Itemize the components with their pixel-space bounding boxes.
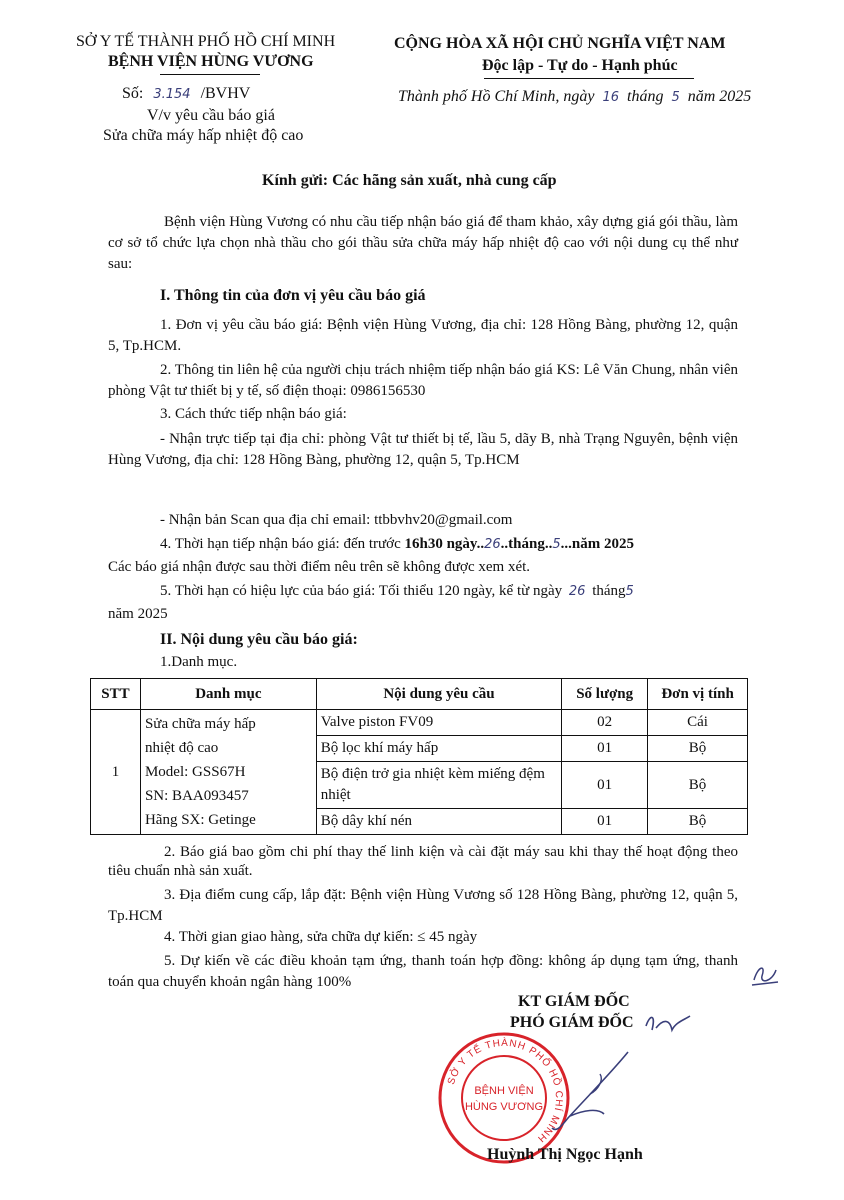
unit-cell: Bộ	[648, 762, 748, 809]
stamp-ring-text: SỞ Y TẾ THÀNH PHỐ HỒ CHÍ MINH	[445, 1037, 565, 1145]
item-5-day: 26	[568, 584, 586, 599]
stt-cell: 1	[91, 710, 141, 835]
unit-cell: Bộ	[648, 809, 748, 835]
section-2-item-5: 5. Dự kiến về các điều khoản tạm ứng, thanh toán hợp đồng: không áp dụng tạm ứng, thanh toán qua chuyển khoản ngân hàng 100%	[108, 953, 738, 990]
header-content: Nội dung yêu cầu	[316, 679, 562, 710]
item-5-prefix: 5. Thời hạn có hiệu lực của báo giá: Tối thiểu 120 ngày, kể từ ngày	[160, 583, 563, 599]
qty-cell: 02	[562, 710, 648, 736]
unit-cell: Cái	[648, 710, 748, 736]
country-name: CỘNG HÒA XÃ HỘI CHỦ NGHĨA VIỆT NAM	[394, 35, 726, 52]
item-5-month-label: tháng	[592, 583, 626, 599]
recipient-line: Kính gửi: Các hãng sản xuất, nhà cung cấp	[262, 172, 557, 189]
items-table	[90, 678, 748, 835]
section-2-item-2: 2. Báo giá bao gồm chi phí thay thế linh kiện và cài đặt máy sau khi thay thế hoạt động theo tiêu chuẩn nhà sản xuất.	[108, 844, 738, 879]
subject-line-2: Sửa chữa máy hấp nhiệt độ cao	[103, 127, 304, 144]
item-4-day: 26	[484, 537, 501, 552]
date-day: 16	[602, 90, 619, 105]
date-month-label: tháng	[627, 88, 664, 105]
header-quantity: Số lượng	[562, 679, 648, 710]
header-unit: Đơn vị tính	[648, 679, 748, 710]
item-4-month-label: tháng	[508, 536, 545, 552]
table-row	[91, 710, 748, 736]
section-1-item-3: 3. Cách thức tiếp nhận báo giá:	[160, 406, 347, 422]
header-category: Danh mục	[140, 679, 316, 710]
qty-cell: 01	[562, 809, 648, 835]
section-1-item-4-note: Các báo giá nhận được sau thời điểm nêu trên sẽ không được xem xét.	[108, 559, 531, 575]
table-header-row	[91, 679, 748, 710]
category-line: Hãng SX: Getinge	[144, 812, 256, 828]
section-1-item-5-year: năm 2025	[108, 606, 168, 622]
date-prefix: Thành phố Hồ Chí Minh, ngày	[398, 88, 595, 105]
category-cell	[140, 710, 316, 835]
hospital-name: BỆNH VIỆN HÙNG VƯƠNG	[108, 53, 314, 70]
national-motto: Độc lập - Tự do - Hạnh phúc	[482, 57, 678, 74]
motto-underline	[484, 78, 694, 79]
subject-line-1: V/v yêu cầu báo giá	[147, 107, 275, 124]
content-cell: Valve piston FV09	[316, 710, 562, 736]
signature-title-2: PHÓ GIÁM ĐỐC	[510, 1014, 634, 1031]
doc-no-suffix: /BVHV	[200, 85, 251, 102]
date-month: 5	[671, 90, 680, 105]
initial-mark-icon	[748, 958, 782, 990]
doc-no-label: Số:	[122, 85, 144, 102]
qty-cell: 01	[562, 762, 648, 809]
category-line: SN: BAA093457	[144, 788, 249, 804]
section-1-item-1: 1. Đơn vị yêu cầu báo giá: Bệnh viện Hùng Vương, địa chỉ: 128 Hồng Bàng, phường 12, quận 5, Tp.HCM.	[108, 317, 738, 354]
hospital-underline	[160, 74, 260, 75]
section-2-item-4: 4. Thời gian giao hàng, sửa chữa dự kiến: ≤ 45 ngày	[164, 929, 478, 945]
item-4-time: 16h30 ngày	[404, 536, 477, 552]
section-2-list-label: 1.Danh mục.	[160, 654, 238, 670]
ministry-name: SỞ Y TẾ THÀNH PHỐ HỒ CHÍ MINH	[76, 33, 336, 50]
issue-date	[398, 88, 751, 106]
section-1-item-3a: - Nhận trực tiếp tại địa chỉ: phòng Vật tư thiết bị tế, lầu 5, dãy B, nhà Trạng Nguyên, bệnh viện Hùng Vương, địa chỉ: 128 Hồng Bàng, phường 12, quận 5, Tp.HCM	[108, 431, 738, 468]
section-1-item-5	[160, 583, 634, 600]
qty-cell: 01	[562, 736, 648, 762]
date-year: năm 2025	[687, 88, 752, 105]
section-1-item-4: 4. Thời hạn tiếp nhận báo giá: đến trước 16h30 ngày..26..tháng..5...năm 2025	[160, 536, 634, 552]
item-4-prefix: 4. Thời hạn tiếp nhận báo giá: đến trước	[160, 536, 401, 552]
section-1-item-3b: - Nhận bản Scan qua địa chỉ email: ttbbvhv20@gmail.com	[160, 512, 513, 528]
signer-name: Huỳnh Thị Ngọc Hạnh	[487, 1146, 643, 1163]
item-4-month: 5	[552, 537, 561, 552]
category-line: nhiệt độ cao	[144, 740, 219, 756]
doc-no-value: 3.154	[153, 87, 191, 102]
handwritten-signature	[480, 1010, 730, 1160]
section-1-item-2: 2. Thông tin liên hệ của người chịu trách nhiệm tiếp nhận báo giá KS: Lê Văn Chung, nhân viên phòng Vật tư thiết bị y tế, số điện thoại: 0986156530	[108, 362, 738, 399]
content-cell: Bộ lọc khí máy hấp	[316, 736, 562, 762]
stamp-center-2: HÙNG VƯƠNG	[464, 1101, 544, 1113]
unit-cell: Bộ	[648, 736, 748, 762]
section-2-item-3: 3. Địa điểm cung cấp, lắp đặt: Bệnh viện Hùng Vương số 128 Hồng Bàng, phường 12, quận 5, Tp.HCM	[108, 887, 738, 924]
section-2-title: II. Nội dung yêu cầu báo giá:	[160, 631, 358, 648]
content-cell: Bộ dây khí nén	[316, 809, 562, 835]
stamp-center-1: BỆNH VIỆN	[474, 1085, 534, 1097]
section-1-title: I. Thông tin của đơn vị yêu cầu báo giá	[160, 287, 426, 304]
document-number	[122, 85, 250, 103]
item-4-year: năm 2025	[571, 536, 634, 552]
category-line: Model: GSS67H	[144, 764, 246, 780]
signature-title-1: KT GIÁM ĐỐC	[518, 993, 630, 1010]
intro-paragraph: Bệnh viện Hùng Vương có nhu cầu tiếp nhận báo giá để tham khảo, xây dựng giá gói thầu, làm cơ sở tổ chức lựa chọn nhà thầu cho gói thầu sửa chữa máy hấp nhiệt độ cao với nội dung cụ thể như sau:	[108, 214, 738, 272]
content-cell: Bộ điện trở gia nhiệt kèm miếng đệm nhiệt	[316, 762, 562, 809]
category-line: Sửa chữa máy hấp	[144, 716, 256, 732]
header-stt: STT	[91, 679, 141, 710]
item-5-month: 5	[625, 584, 634, 599]
